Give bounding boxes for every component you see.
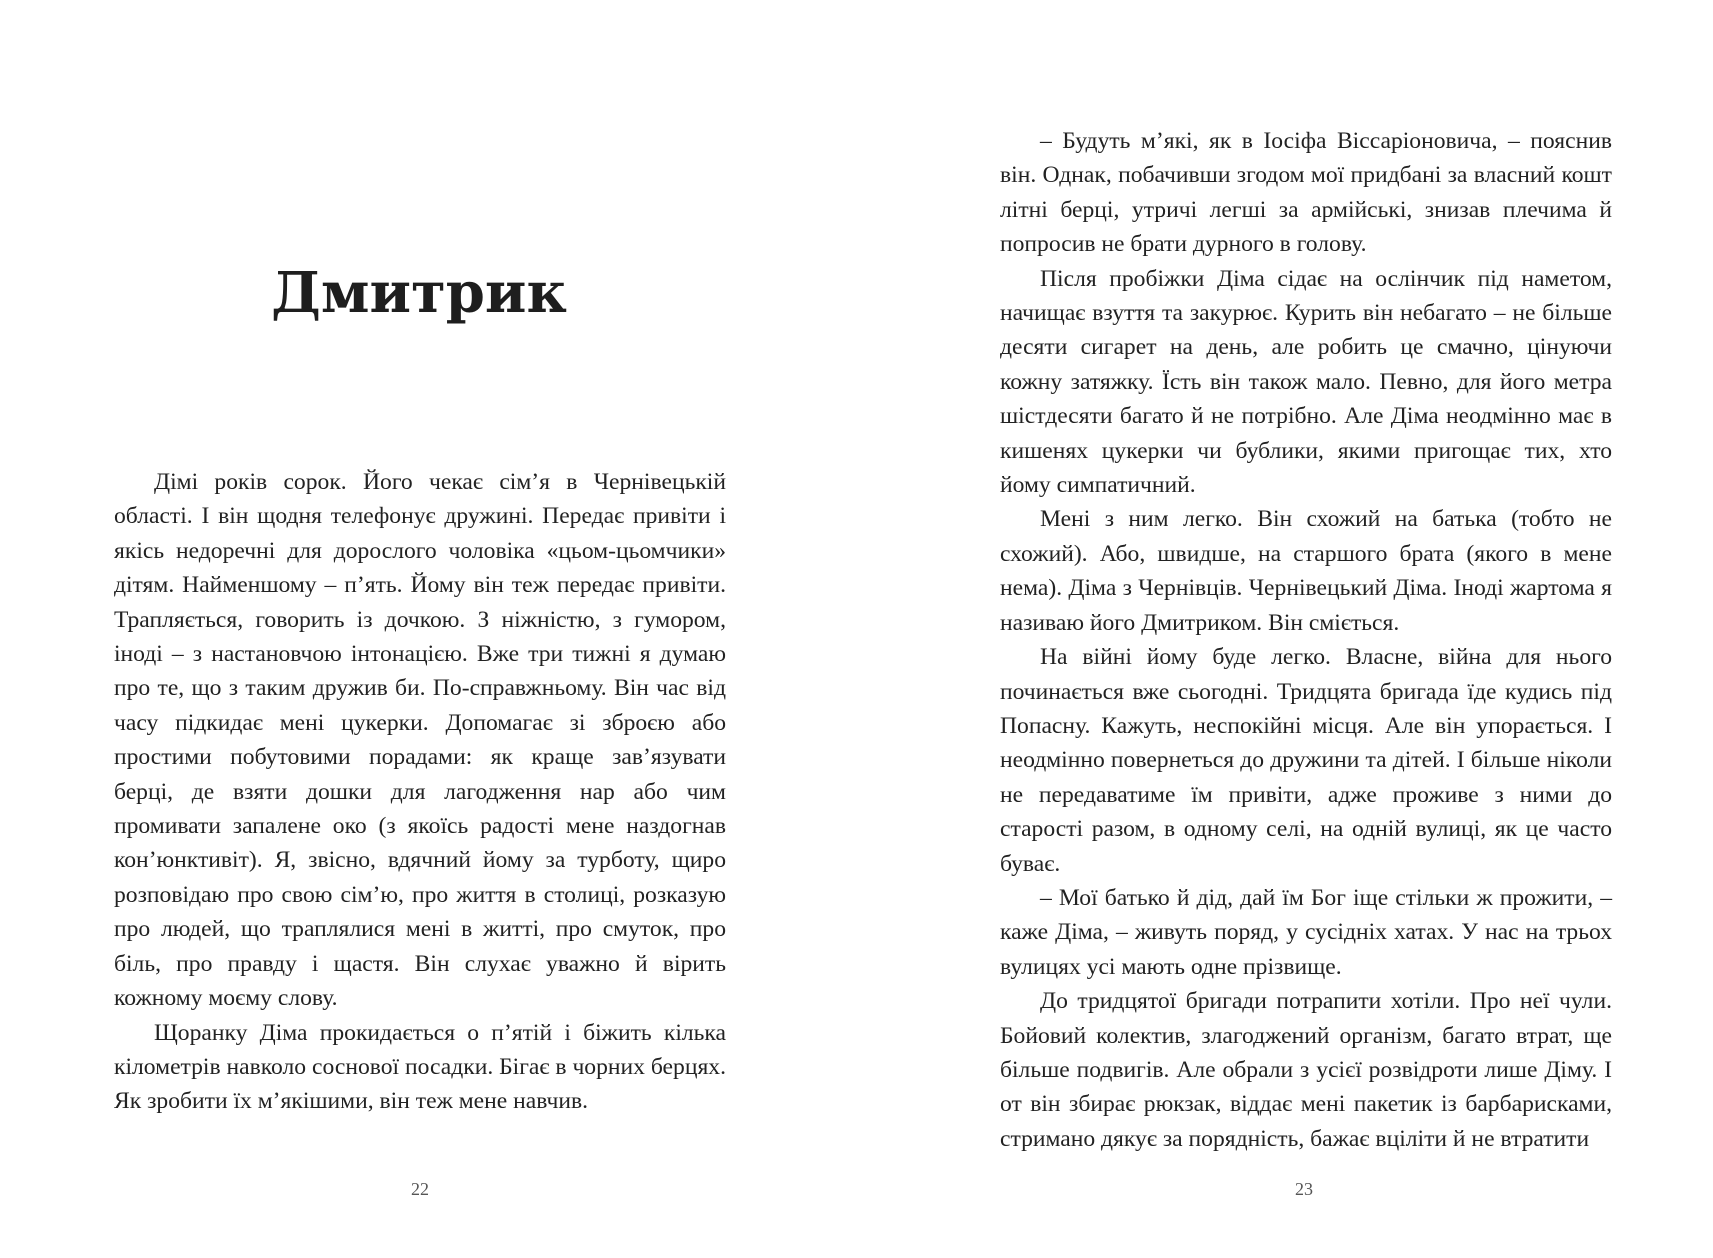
chapter-title: Дмитрик (271, 260, 567, 326)
page-number-left: 22 (411, 1179, 429, 1199)
paragraph: – Мої батько й дід, дай їм Бог іще стільки ж прожити, – каже Діма, – живуть поряд, у сусідніх хатах. У нас на трьох вулицях усі мають одне прізвище. (1000, 884, 1612, 980)
page-number-right: 23 (1295, 1179, 1313, 1199)
paragraph: Щоранку Діма прокидається о п’ятій і біжить кілька кілометрів навколо соснової посадки. Бігає в чорних берцях. Як зробити їх м’якішими, він теж мене навчив. (114, 1019, 726, 1115)
paragraph: – Будуть м’які, як в Іосіфа Віссаріоновича, – пояснив він. Однак, побачивши згодом мої придбані за власний кошт літні берці, утричі легші за армійські, знизав плечима й попросив не брати дурного в голову. (1000, 128, 1612, 258)
paragraph: Після пробіжки Діма сідає на ослінчик під наметом, начищає взуття та закурює. Курить він небагато – не більше десяти сигарет на день, але робить це смачно, цінуючи кожну затяжку. Їсть він також мало. Певно, для його метра шістдесяти багато й не потрібно. Але Діма неодмінно має в кишенях цукерки чи бублики, якими пригощає тих, хто йому симпатичний. (1000, 265, 1612, 499)
left-page (0, 0, 856, 1258)
right-page-text (1000, 124, 1612, 1156)
left-page-text (114, 465, 726, 1119)
paragraph: Мені з ним легко. Він схожий на батька (тобто не схожий). Або, швидше, на старшого брата (якого в мене нема). Діма з Чернівців. Чернівецький Діма. Іноді жартома я називаю його Дмитриком. Він сміється. (1000, 506, 1612, 636)
paragraph: До тридцятої бригади потрапити хотіли. Про неї чули. Бойовий колектив, злагоджений організм, багато втрат, ще більше подвигів. Але обрали з усієї розвідроти лише Діму. І от він збирає рюкзак, віддає мені пакетик із барбарисками, стримано дякує за порядність, бажає вціліти й не втратити (1000, 988, 1612, 1152)
paragraph: Дімі років сорок. Його чекає сім’я в Чернівецькій області. І він щодня телефонує дружині. Передає привіти і якісь недоречні для дорослого чоловіка «цьом-цьомчики» дітям. Найменшому – п’ять. Йому він теж передає привіти. Трапляється, говорить із дочкою. З ніжністю, з гумором, іноді – з настановчою інтонацією. Вже три тижні я думаю про те, що з таким дружив би. По-справжньому. Він час від часу підкидає мені цукерки. Допомагає зі зброєю або простими побутовими порадами: як краще зав’язувати берці, де взяти дошки для лагодження нар або чим промивати запалене око (з якоїсь радості мене наздогнав кон’юнктивіт). Я, звісно, вдячний йому за турботу, щиро розповідаю про свою сім’ю, про життя в столиці, розказую про людей, що траплялися мені в житті, про смуток, про біль, про правду і щастя. Він слухає уважно й вірить кожному моєму слову. (114, 469, 726, 1012)
right-page (856, 0, 1713, 1258)
paragraph: На війні йому буде легко. Власне, війна для нього починається вже сьогодні. Тридцята бригада їде кудись під Попасну. Кажуть, неспокійні місця. Але він упорається. І неодмінно повернеться до дружини та дітей. І більше ніколи не передаватиме їм привіти, адже проживе з ними до старості разом, в одному селі, на одній вулиці, як це часто буває. (1000, 644, 1612, 877)
